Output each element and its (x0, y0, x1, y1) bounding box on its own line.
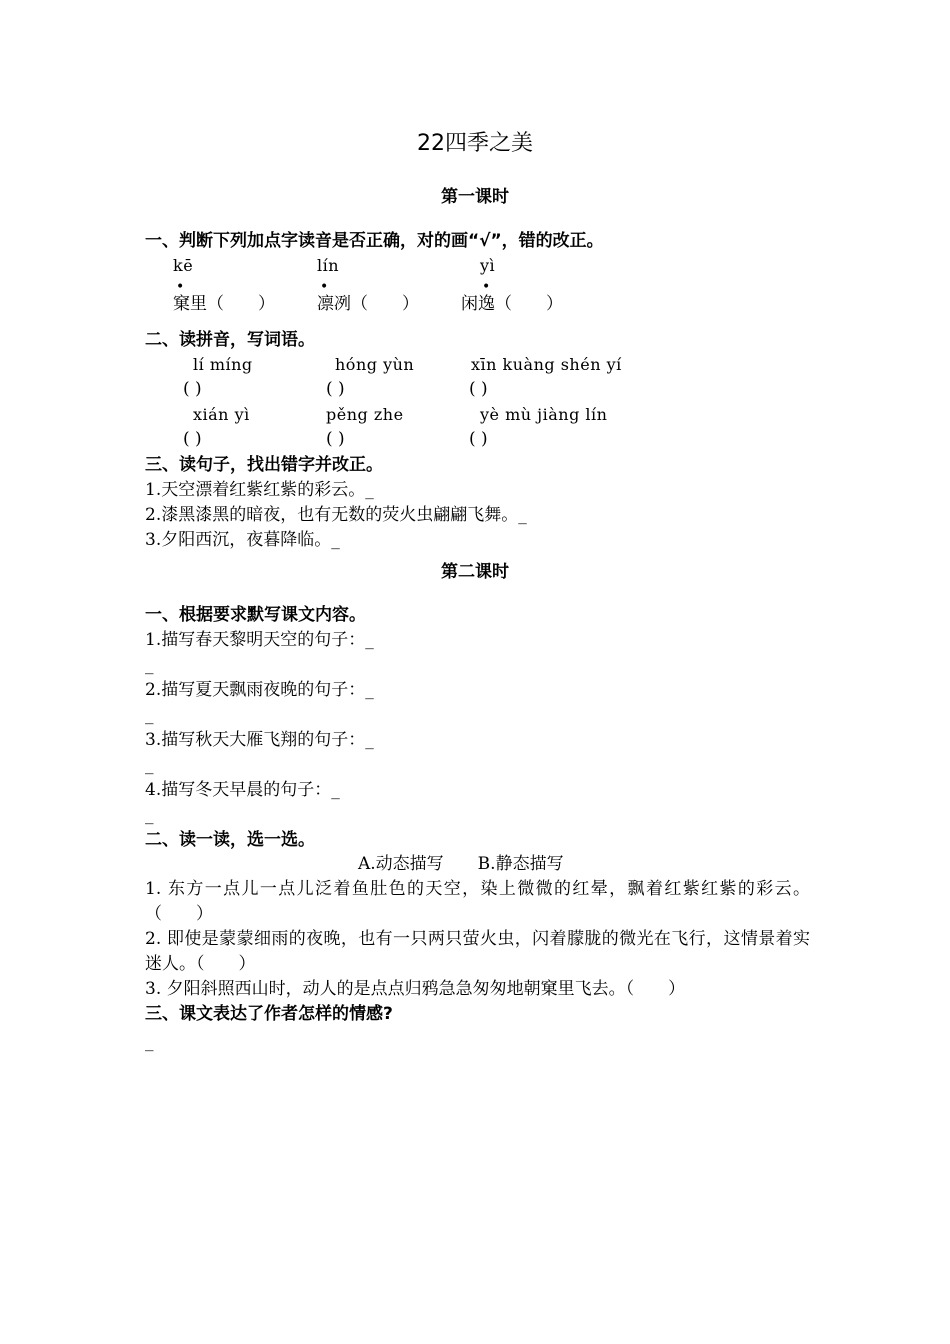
q1-pinyin-3: yì (480, 256, 496, 275)
answer-line[interactable]: _ (145, 705, 154, 725)
lesson1-q1-heading: 一、判断下列加点字读音是否正确，对的画“√”，错的改正。 (145, 231, 604, 251)
emphasis-dot: • (176, 279, 185, 295)
q2-pinyin-1: lí míng (193, 355, 253, 374)
q2-blank-5[interactable]: ( ) (326, 429, 345, 449)
answer-line[interactable]: _ (145, 805, 154, 825)
q1-pinyin-2: lín (317, 256, 340, 275)
q3-sentence-1: 1.天空漂着红紫红紫的彩云。_ (145, 480, 374, 500)
q3-sentence-2: 2.漆黑漆黑的暗夜，也有无数的荧火虫翩翩飞舞。_ (145, 505, 527, 525)
recite-item-2: 2.描写夏天飘雨夜晚的句子：_ (145, 680, 374, 700)
q3-sentence-3: 3.夕阳西沉，夜暮降临。_ (145, 530, 340, 550)
choice-item-2: 2. 即使是蒙蒙细雨的夜晚，也有一只两只萤火虫，闪着朦胧的微光在飞行，这情景着实迷人。（ ） (145, 929, 810, 974)
lesson2-q1-heading: 一、根据要求默写课文内容。 (145, 605, 366, 625)
q2-pinyin-3: xīn kuàng shén yí (471, 355, 622, 374)
q2-blank-6[interactable]: ( ) (469, 429, 488, 449)
recite-item-3: 3.描写秋天大雁飞翔的句子：_ (145, 730, 374, 750)
worksheet-title: 22四季之美 (417, 131, 533, 156)
lesson2-q2-heading: 二、读一读，选一选。 (145, 830, 315, 850)
recite-item-4: 4.描写冬天早晨的句子：_ (145, 780, 340, 800)
q2-blank-3[interactable]: ( ) (469, 379, 488, 399)
q2-pinyin-2: hóng yùn (335, 355, 415, 374)
choice-item-3: 3. 夕阳斜照西山时，动人的是点点归鸦急急匆匆地朝窠里飞去。（ ） (145, 979, 686, 999)
lesson1-q3-heading: 三、读句子，找出错字并改正。 (145, 455, 383, 475)
q2-blank-2[interactable]: ( ) (326, 379, 345, 399)
answer-line[interactable]: _ (145, 755, 154, 775)
choice-options: A.动态描写 B.静态描写 (358, 854, 564, 874)
q1-word-1: 窠里（ ） (173, 294, 275, 314)
lesson2-label: 第二课时 (441, 562, 509, 582)
q2-pinyin-6: yè mù jiàng lín (480, 405, 608, 424)
recite-item-1: 1.描写春天黎明天空的句子：_ (145, 630, 374, 650)
q2-blank-1[interactable]: ( ) (183, 379, 202, 399)
lesson2-q3-heading: 三、课文表达了作者怎样的情感? (145, 1004, 393, 1024)
q2-blank-4[interactable]: ( ) (183, 429, 202, 449)
answer-line[interactable]: _ (145, 655, 154, 675)
q1-pinyin-1: kē (173, 256, 194, 275)
lesson1-q2-heading: 二、读拼音，写词语。 (145, 330, 315, 350)
q2-pinyin-4: xián yì (193, 405, 250, 424)
lesson1-label: 第一课时 (441, 187, 509, 207)
q1-word-2: 凛冽（ ） (317, 294, 419, 314)
q1-word-3: 闲逸（ ） (461, 294, 563, 314)
emphasis-dot: • (482, 279, 491, 295)
emphasis-dot: • (320, 279, 329, 295)
choice-item-1: 1. 东方一点儿一点儿泛着鱼肚色的天空，染上微微的红晕，飘着红紫红紫的彩云。（ ） (145, 879, 810, 924)
q2-pinyin-5: pěng zhe (326, 405, 404, 424)
answer-line[interactable]: _ (145, 1032, 154, 1052)
